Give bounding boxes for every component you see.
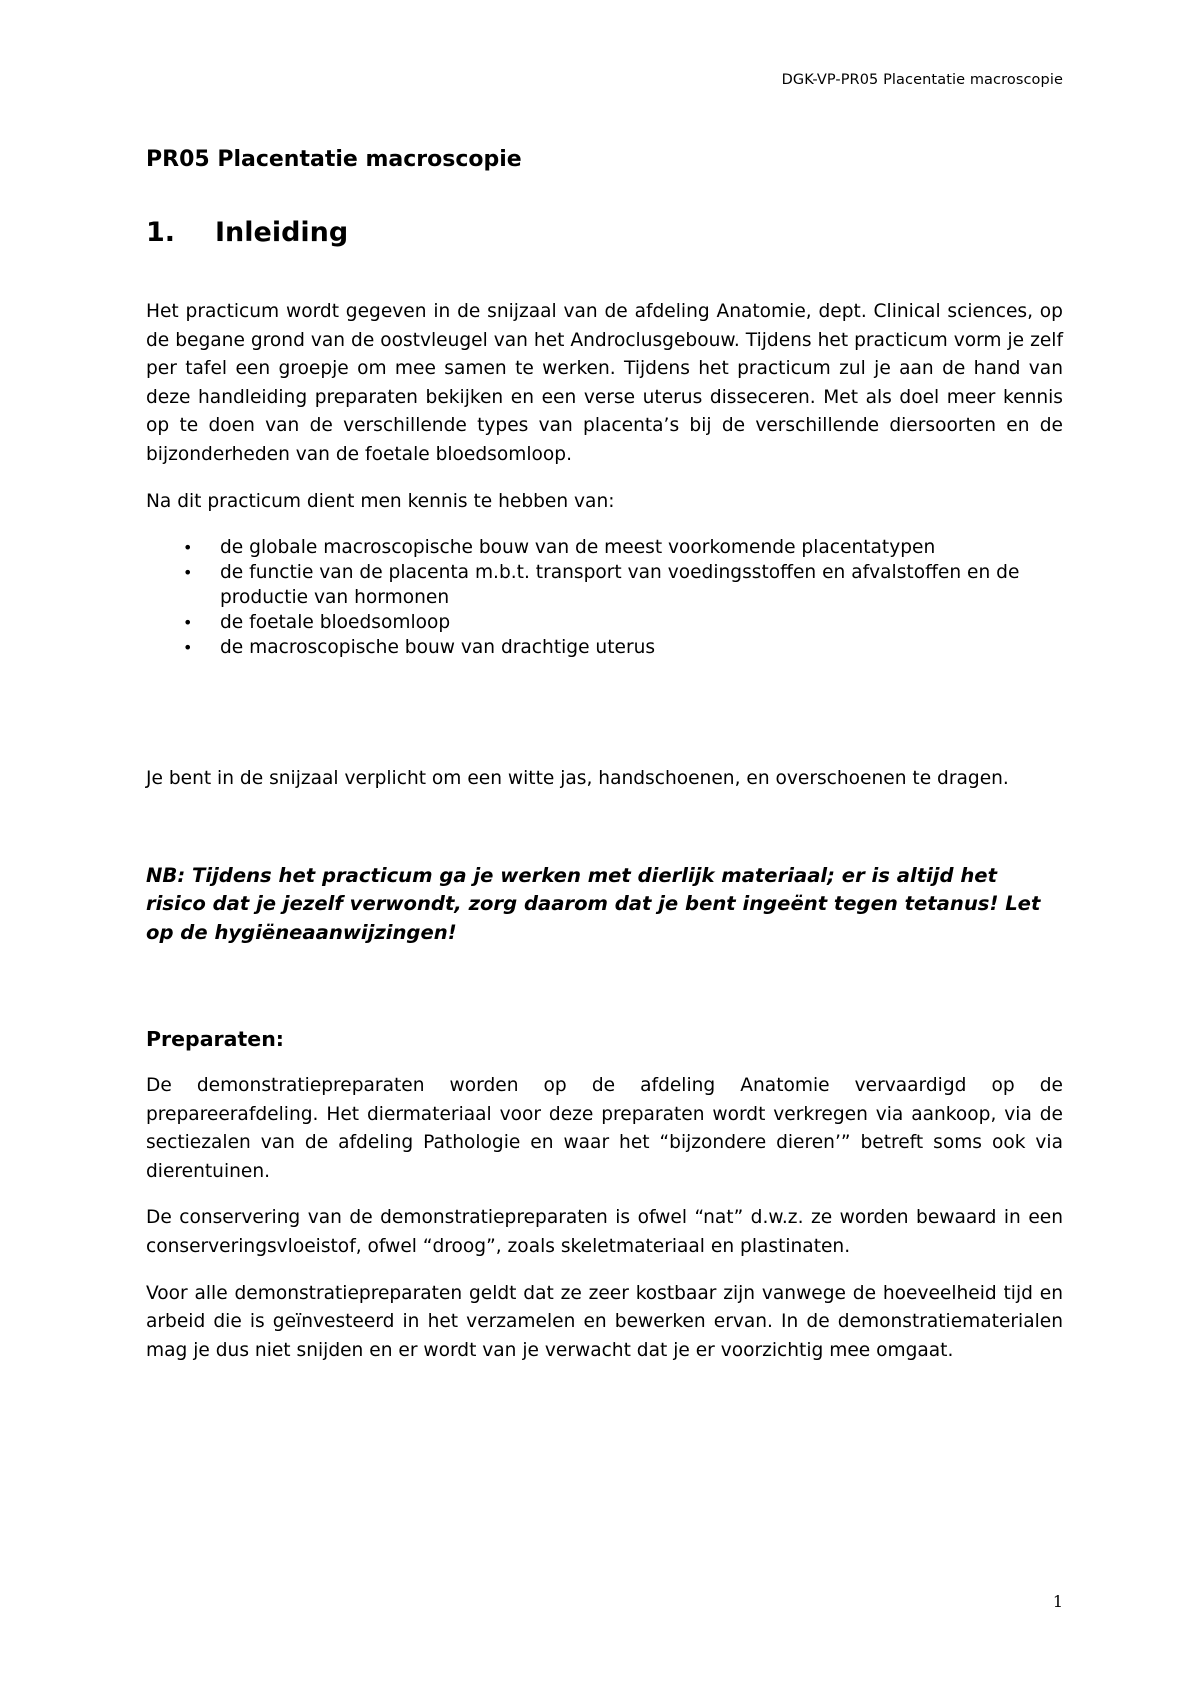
list-item: [146, 610, 1063, 635]
list-item-text: de functie van de placenta m.b.t. transport van voedingsstoffen en afvalstoffen en de productie van hormonen: [220, 562, 1020, 609]
section-title: Inleiding: [215, 217, 349, 248]
goals-intro-paragraph: Na dit practicum dient men kennis te hebben van:: [146, 490, 615, 512]
document-title: PR05 Placentatie macroscopie: [146, 147, 522, 172]
clothing-paragraph: Je bent in de snijzaal verplicht om een witte jas, handschoenen, en overschoenen te dragen.: [146, 768, 1009, 790]
bullet-icon: •: [183, 613, 193, 633]
intro-paragraph: Het practicum wordt gegeven in de snijzaal van de afdeling Anatomie, dept. Clinical sciences, op de begane grond van de oostvleugel van het Androclusgebouw. Tijdens het practicum vorm je zelf per tafel een groepje om mee samen te werken. Tijdens het practicum zul je aan de hand van deze handleiding preparaten bekijken en een verse uterus disseceren. Met als doel meer kennis op te doen van de verschillende types van placenta’s bij de verschillende diersoorten en de bijzonderheden van de foetale bloedsomloop.: [146, 301, 1063, 465]
page-number: 1: [1052, 1592, 1063, 1611]
running-header: DGK-VP-PR05 Placentatie macroscopie: [781, 72, 1063, 88]
bullet-icon: •: [183, 638, 193, 658]
list-item-text: de globale macroscopische bouw van de meest voorkomende placentatypen: [220, 537, 936, 559]
section-heading-inleiding: [146, 215, 1063, 251]
section-number: 1.: [146, 217, 176, 248]
list-item: [146, 560, 1063, 610]
warning-paragraph: NB: Tijdens het practicum ga je werken met dierlijk materiaal; er is altijd het risico dat je jezelf verwondt, zorg daarom dat je bent ingeënt tegen tetanus! Let op de hygiëneaanwijzingen!: [146, 863, 1041, 944]
preparaten-paragraph-2: De conservering van de demonstratiepreparaten is ofwel “nat” d.w.z. ze worden bewaard in een conserveringsvloeistof, ofwel “droog”, zoals skeletmateriaal en plastinaten.: [146, 1207, 1063, 1257]
page-content: [146, 145, 1063, 1365]
preparaten-heading: Preparaten:: [146, 1026, 284, 1051]
list-item-text: de macroscopische bouw van drachtige uterus: [220, 637, 656, 659]
bullet-icon: •: [183, 538, 193, 558]
preparaten-paragraph-3: Voor alle demonstratiepreparaten geldt dat ze zeer kostbaar zijn vanwege de hoeveelheid tijd en arbeid die is geïnvesteerd in het verzamelen en bewerken ervan. In de demonstratiematerialen mag je dus niet snijden en er wordt van je verwacht dat je er voorzichtig mee omgaat.: [146, 1282, 1063, 1361]
bullet-icon: •: [183, 563, 193, 583]
list-item-text: de foetale bloedsomloop: [220, 612, 451, 634]
list-item: [146, 635, 1063, 660]
list-item: [146, 535, 1063, 560]
goals-list: [146, 535, 1063, 660]
preparaten-paragraph-1: De demonstratiepreparaten worden op de afdeling Anatomie vervaardigd op de prepareerafdeling. Het diermateriaal voor deze preparaten wordt verkregen via aankoop, via de sectiezalen van de afdeling Pathologie en waar het “bijzondere dieren’” betreft soms ook via dierentuinen.: [146, 1074, 1063, 1182]
